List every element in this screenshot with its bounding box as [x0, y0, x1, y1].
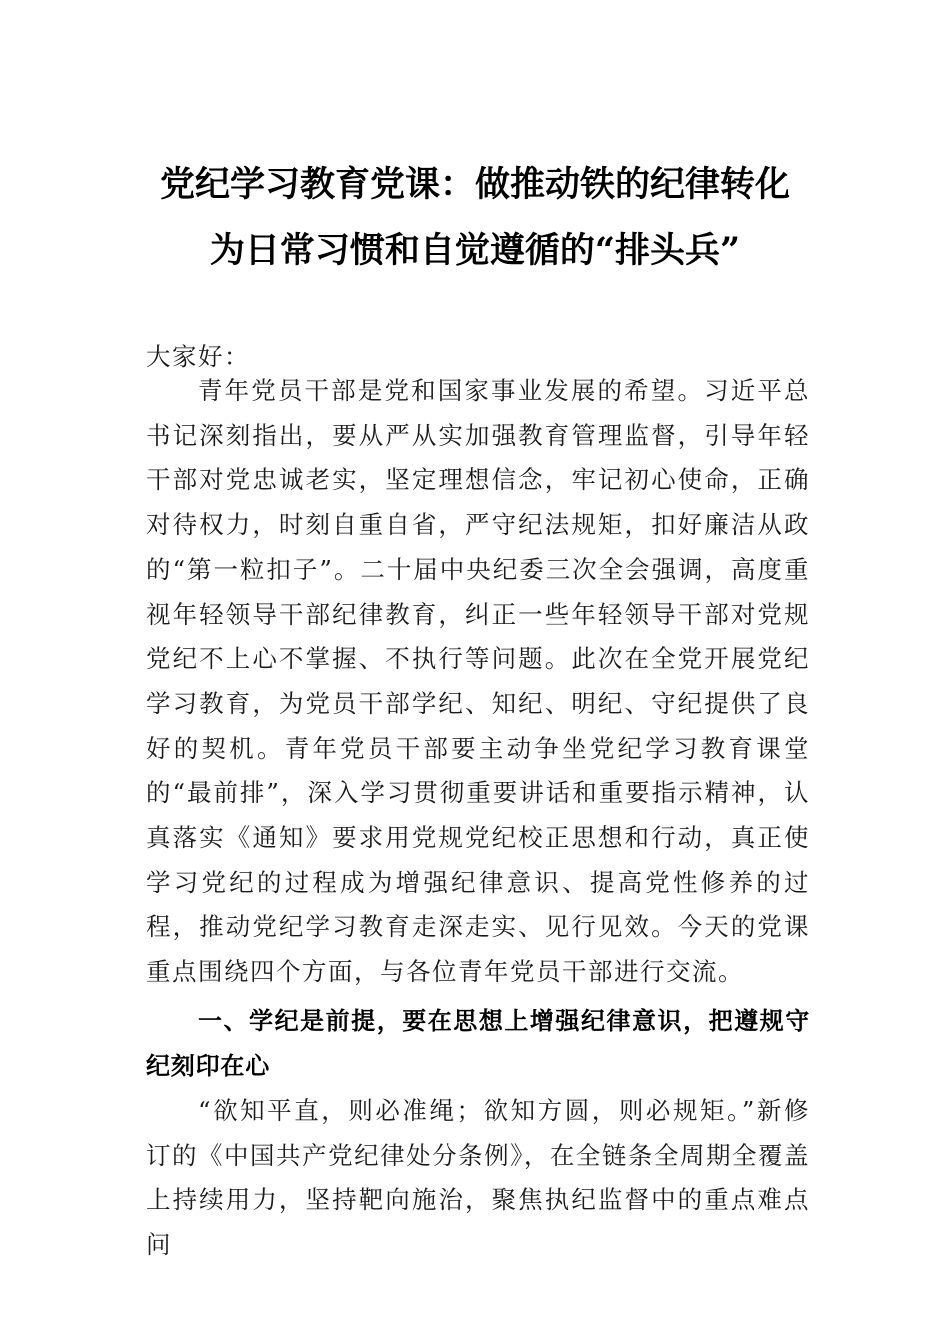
section-heading-1: 一、学纪是前提，要在思想上增强纪律意识，把遵规守纪刻印在心	[146, 1007, 810, 1080]
body-paragraph-2: “欲知平直，则必准绳；欲知方圆，则必规矩。”新修订的《中国共产党纪律处分条例》，在全链条全周期全覆盖上持续用力，坚持靶向施治，聚焦执纪监督中的重点难点问	[146, 1096, 810, 1260]
document-title-line-2: 为日常习惯和自觉遵循的“排头兵”	[209, 230, 741, 271]
document-title-line-1: 党纪学习教育党课：做推动铁的纪律转化	[159, 164, 790, 205]
body-paragraph-1: 青年党员干部是党和国家事业发展的希望。习近平总书记深刻指出，要从严从实加强教育管理监督，引导年轻干部对党忠诚老实，坚定理想信念，牢记初心使命，正确对待权力，时刻自重自省，严守纪法规矩，扣好廉洁从政的“第一粒扣子”。二十届中央纪委三次全会强调，高度重视年轻领导干部纪律教育，纠正一些年轻领导干部对党规党纪不上心不掌握、不执行等问题。此次在全党开展党纪学习教育，为党员干部学纪、知纪、明纪、守纪提供了良好的契机。青年党员干部要主动争坐党纪学习教育课堂的“最前排”，深入学习贯彻重要讲话和重要指示精神，认真落实《通知》要求用党规党纪校正思想和行动，真正使学习党纪的过程成为增强纪律意识、提高党性修养的过程，推动党纪学习教育走深走实、见行见效。今天的党课重点围绕四个方面，与各位青年党员干部进行交流。	[146, 376, 810, 987]
greeting: 大家好：	[146, 342, 250, 371]
